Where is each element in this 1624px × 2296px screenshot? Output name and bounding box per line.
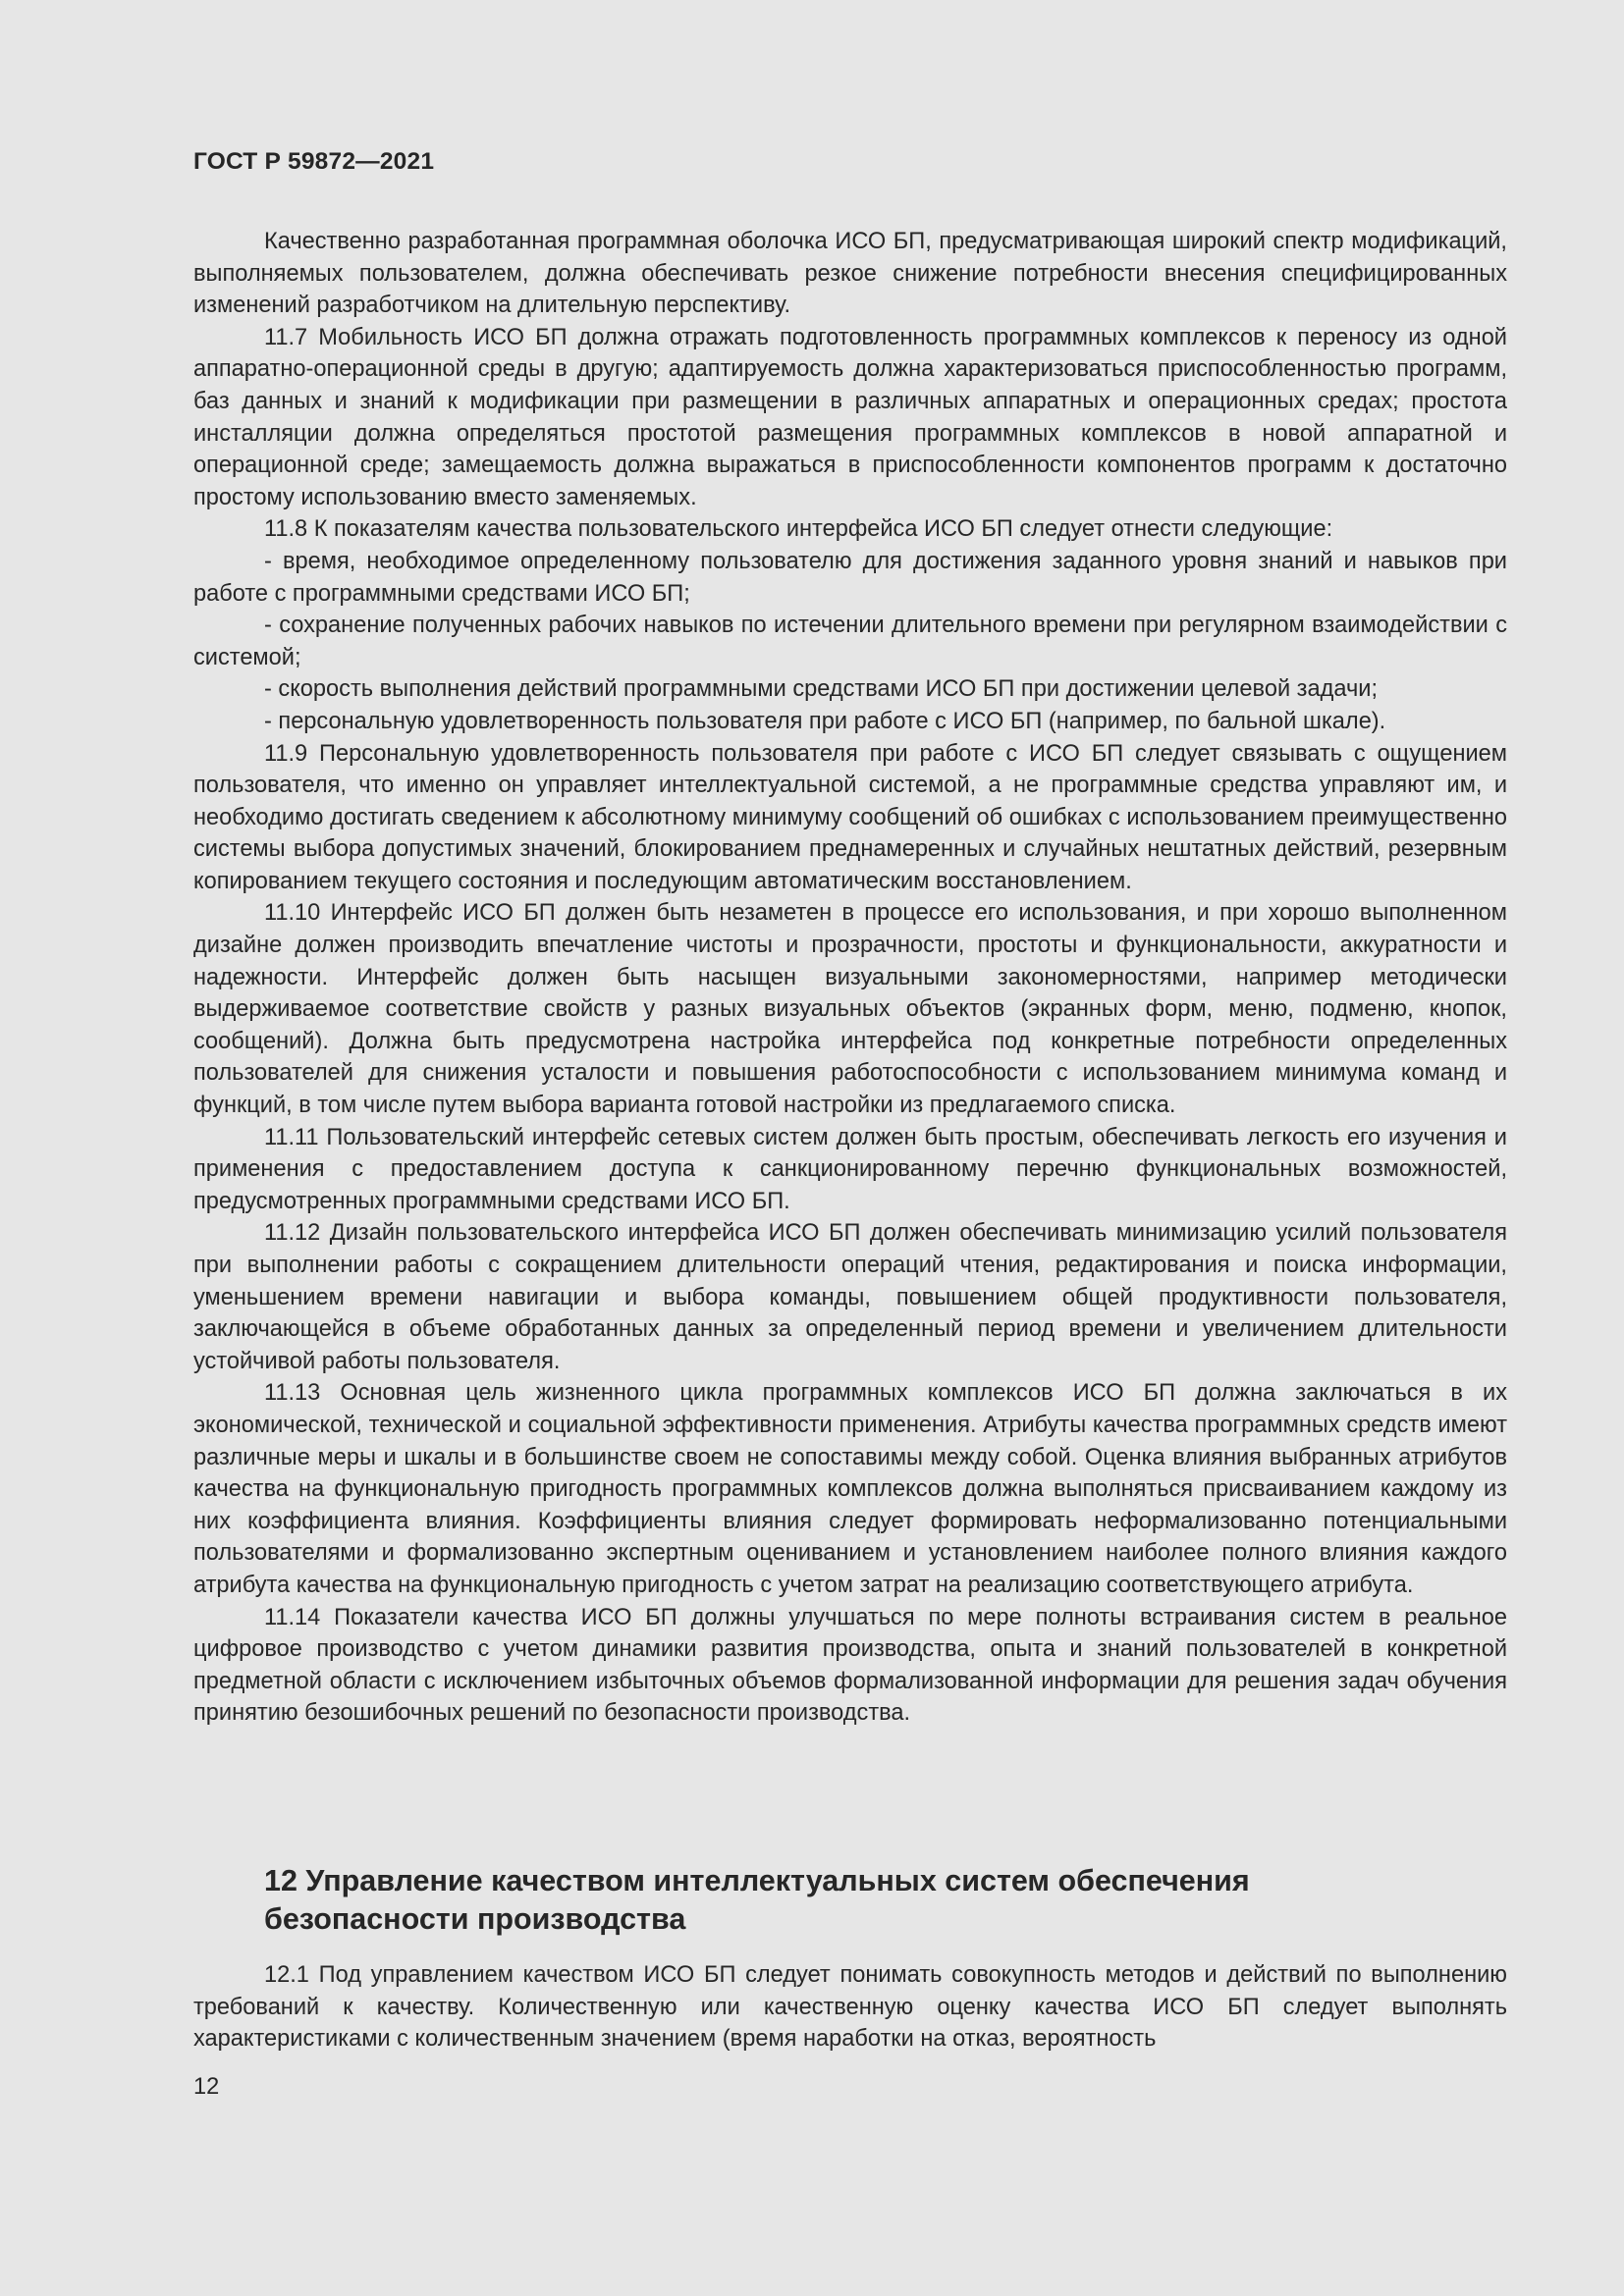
paragraph: 12.1 Под управлением качеством ИСО БП следует понимать совокупность методов и действий по выполнению требований к качеству. Количественную или качественную оценку качества ИСО БП следует выполнять характеристиками с количественным значением (время наработки на отказ, вероятность — [193, 1962, 1507, 2053]
list-item: - время, необходимое определенному пользователю для достижения заданного уровня знаний и навыков при работе с программными средствами ИСО БП; — [193, 548, 1507, 607]
body-text — [193, 226, 1507, 1730]
page-number: 12 — [193, 2074, 220, 2100]
paragraph: 11.7 Мобильность ИСО БП должна отражать подготовленность программных комплексов к переносу из одной аппаратно-операционной среды в другую; адаптируемость должна характеризоваться приспособленностью программ, баз данных и знаний к модификации при размещении в различных аппаратных и операционных средах; простота инсталляции должна определяться простотой размещения программных комплексов в новой аппаратной и операционной среде; замещаемость должна выражаться в приспособленности компонентов программ к достаточно простому использованию вместо заменяемых. — [193, 324, 1507, 510]
paragraph: 11.12 Дизайн пользовательского интерфейса ИСО БП должен обеспечивать минимизацию усилий пользователя при выполнении работы с сокращением длительности операций чтения, редактирования и поиска информации, уменьшением времени навигации и выбора команды, повышением общей продуктивности пользователя, заключающейся в объеме обработанных данных за определенный период времени и увеличением длительности устойчивой работы пользователя. — [193, 1220, 1507, 1374]
paragraph: 11.13 Основная цель жизненного цикла программных комплексов ИСО БП должна заключаться в их экономической, технической и социальной эффективности применения. Атрибуты качества программных средств имеют различные меры и шкалы и в большинстве своем не сопоставимы между собой. Оценка влияния выбранных атрибутов качества на функциональную пригодность программных комплексов должна выполняться присваиванием каждому из них коэффициента влияния. Коэффициенты влияния следует формировать неформализованно потенциальными пользователями и формализованно экспертным оцениванием и установлением наиболее полного влияния каждого атрибута качества на функциональную пригодность с учетом затрат на реализацию соответствующего атрибута. — [193, 1380, 1507, 1598]
paragraph: Качественно разработанная программная оболочка ИСО БП, предусматривающая широкий спектр модификаций, выполняемых пользователем, должна обеспечивать резкое снижение потребности внесения специфицированных изменений разработчиком на длительную перспективу. — [193, 229, 1507, 319]
paragraph: 11.10 Интерфейс ИСО БП должен быть незаметен в процессе его использования, и при хорошо выполненном дизайне должен производить впечатление чистоты и прозрачности, простоты и функциональности, аккуратности и надежности. Интерфейс должен быть насыщен визуальными закономерностями, например методически выдерживаемое соответствие свойств у разных визуальных объектов (экранных форм, меню, подменю, кнопок, сообщений). Должна быть предусмотрена настройка интерфейса под конкретные потребности определенных пользователей для снижения усталости и повышения работоспособности с использованием минимума команд и функций, в том числе путем выбора варианта готовой настройки из предлагаемого списка. — [193, 900, 1507, 1119]
section-body — [193, 1959, 1507, 2056]
section-heading: 12 Управление качеством интеллектуальных систем обеспечения безопасности производства — [264, 1864, 1250, 1936]
paragraph: 11.9 Персональную удовлетворенность пользователя при работе с ИСО БП следует связывать с ощущением пользователя, что именно он управляет интеллектуальной системой, а не программные средства управляют им, и необходимо достигать сведением к абсолютному минимуму сообщений об ошибках с использованием преимущественно системы выбора допустимых значений, блокированием преднамеренных и случайных нештатных действий, резервным копированием текущего состояния и последующим автоматическим восстановлением. — [193, 740, 1507, 894]
document-header: ГОСТ Р 59872—2021 — [193, 148, 435, 175]
list-item: - сохранение полученных рабочих навыков по истечении длительного времени при регулярном взаимодействии с системой; — [193, 613, 1507, 670]
paragraph: 11.14 Показатели качества ИСО БП должны улучшаться по мере полноты встраивания систем в реальное цифровое производство с учетом динамики развития производства, опыта и знаний пользователей в конкретной предметной области с исключением избыточных объемов формализованной информации для решения задач обучения принятию безошибочных решений по безопасности производства. — [193, 1604, 1507, 1727]
paragraph: 11.11 Пользовательский интерфейс сетевых систем должен быть простым, обеспечивать легкость его изучения и применения с предоставлением доступа к санкционированному перечню функциональных возможностей, предусмотренных программными средствами ИСО БП. — [193, 1124, 1507, 1214]
paragraph: 11.8 К показателям качества пользовательского интерфейса ИСО БП следует отнести следующие: — [264, 516, 1333, 543]
list-item: - скорость выполнения действий программными средствами ИСО БП при достижении целевой задачи; — [264, 676, 1379, 703]
list-item: - персональную удовлетворенность пользователя при работе с ИСО БП (например, по бальной шкале). — [264, 708, 1386, 734]
